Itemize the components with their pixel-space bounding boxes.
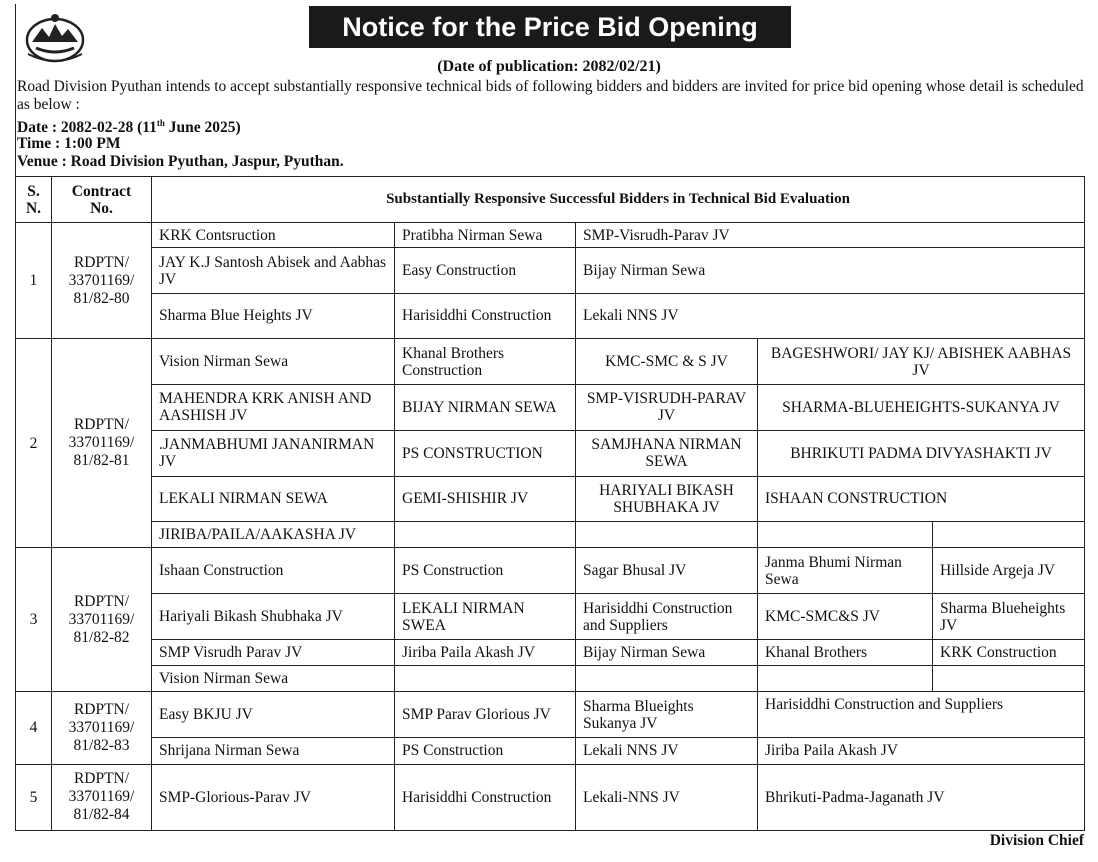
table-row [16, 738, 1085, 764]
contract-no: RDPTN/ 33701169/ 81/82-83 [52, 692, 152, 764]
table-row [16, 293, 1085, 338]
bidder-cell: Bijay Nirman Sewa [576, 248, 1085, 293]
bidders-table [15, 176, 1085, 831]
bidder-cell: Vision Nirman Sewa [152, 338, 395, 384]
bidder-cell: Sharma Blue Heights JV [152, 293, 395, 338]
table-row [16, 692, 1085, 738]
bidder-cell: SMP-Glorious-Parav JV [152, 764, 395, 831]
bidder-cell: Janma Bhumi Nirman Sewa [758, 548, 933, 594]
bidder-cell: Bijay Nirman Sewa [576, 639, 758, 665]
bidder-cell: Khanal Brothers Construction [395, 338, 576, 384]
bidder-cell: Ishaan Construction [152, 548, 395, 594]
bidder-cell: Lekali-NNS JV [576, 764, 758, 831]
empty-cell [395, 522, 576, 548]
table-row [16, 764, 1085, 831]
header-sn: S. N. [16, 177, 52, 223]
header-bidders: Substantially Responsive Successful Bidders in Technical Bid Evaluation [152, 177, 1085, 223]
bid-date-sup: th [156, 118, 165, 128]
bidder-cell: BAGESHWORI/ JAY KJ/ ABISHEK AABHAS JV [758, 338, 1085, 384]
bidder-cell: Shrijana Nirman Sewa [152, 738, 395, 764]
table-row [16, 338, 1085, 384]
bidder-cell: BIJAY NIRMAN SEWA [395, 385, 576, 430]
bidder-cell: Lekali NNS JV [576, 293, 1085, 338]
bidder-cell: KRK Contsruction [152, 223, 395, 248]
contract-no: RDPTN/ 33701169/ 81/82-82 [52, 548, 152, 692]
bidder-cell: Sharma Blueheights JV [933, 594, 1085, 639]
empty-cell [758, 522, 933, 548]
publication-date: (Date of publication: 2082/02/21) [437, 58, 661, 75]
bidder-cell: Jiriba Paila Akash JV [758, 738, 1085, 764]
bidder-cell: Easy Construction [395, 248, 576, 293]
page-title: Notice for the Price Bid Opening [309, 6, 791, 48]
bidder-cell: Lekali NNS JV [576, 738, 758, 764]
bidder-cell: Harisiddhi Construction [395, 293, 576, 338]
contract-no: RDPTN/ 33701169/ 81/82-84 [52, 764, 152, 831]
bidder-cell: Hariyali Bikash Shubhaka JV [152, 594, 395, 639]
group-sn: 5 [16, 764, 52, 831]
bidder-cell: .JANMABHUMI JANANIRMAN JV [152, 430, 395, 476]
bidder-cell: Harisiddhi Construction and Suppliers [758, 692, 1085, 738]
bidder-cell: KRK Construction [933, 639, 1085, 665]
bidder-cell: Sharma Blueights Sukanya JV [576, 692, 758, 738]
empty-cell [933, 522, 1085, 548]
bidder-cell: SMP Visrudh Parav JV [152, 639, 395, 665]
group-sn: 3 [16, 548, 52, 692]
contract-no: RDPTN/ 33701169/ 81/82-80 [52, 223, 152, 339]
bidder-cell: GEMI-SHISHIR JV [395, 476, 576, 521]
signature: Division Chief [989, 832, 1084, 849]
bidder-cell: KMC-SMC&S JV [758, 594, 933, 639]
intro-text: Road Division Pyuthan intends to accept substantially responsive technical bids of following bidders and bidders are invited for price bid opening whose detail is scheduled as below : [17, 78, 1084, 113]
bid-date-suffix: June 2025) [164, 119, 241, 137]
bidder-cell: PS Construction [395, 548, 576, 594]
table-row [16, 548, 1085, 594]
bidder-cell: SMP Parav Glorious JV [395, 692, 576, 738]
bidder-cell: PS Construction [395, 738, 576, 764]
group-sn: 2 [16, 338, 52, 547]
bidder-cell: Vision Nirman Sewa [152, 665, 395, 691]
group-sn: 1 [16, 223, 52, 339]
contract-no: RDPTN/ 33701169/ 81/82-81 [52, 338, 152, 547]
bidder-cell: Bhrikuti-Padma-Jaganath JV [758, 764, 1085, 831]
bidder-cell: Harisiddhi Construction [395, 764, 576, 831]
bidder-cell: Easy BKJU JV [152, 692, 395, 738]
bidder-cell: ISHAAN CONSTRUCTION [758, 476, 1085, 521]
bidder-cell: Pratibha Nirman Sewa [395, 223, 576, 248]
bidder-cell: LEKALI NIRMAN SEWA [152, 476, 395, 521]
bidder-cell: SMP-Visrudh-Parav JV [576, 223, 1085, 248]
table-row [16, 385, 1085, 430]
header-contract: Contract No. [52, 177, 152, 223]
table-row [16, 665, 1085, 691]
bidder-cell: JAY K.J Santosh Abisek and Aabhas JV [152, 248, 395, 293]
bid-time: Time : 1:00 PM [17, 135, 121, 152]
table-header-row [16, 177, 1085, 223]
bidder-cell: JIRIBA/PAILA/AAKASHA JV [152, 522, 395, 548]
table-row [16, 476, 1085, 521]
table-row [16, 430, 1085, 476]
bidder-cell: MAHENDRA KRK ANISH AND AASHISH JV [152, 385, 395, 430]
table-row [16, 522, 1085, 548]
table-row [16, 594, 1085, 639]
table-row [16, 639, 1085, 665]
bidder-cell: BHRIKUTI PADMA DIVYASHAKTI JV [758, 430, 1085, 476]
bidder-cell: SAMJHANA NIRMAN SEWA [576, 430, 758, 476]
empty-cell [576, 665, 758, 691]
bidder-cell: KMC-SMC & S JV [576, 338, 758, 384]
empty-cell [395, 665, 576, 691]
bidder-cell: Khanal Brothers [758, 639, 933, 665]
bidder-cell: Harisiddhi Construction and Suppliers [576, 594, 758, 639]
bidder-cell: SMP-VISRUDH-PARAV JV [576, 385, 758, 430]
empty-cell [933, 665, 1085, 691]
table-row [16, 223, 1085, 248]
group-sn: 4 [16, 692, 52, 764]
bidder-cell: PS CONSTRUCTION [395, 430, 576, 476]
bidder-cell: HARIYALI BIKASH SHUBHAKA JV [576, 476, 758, 521]
empty-cell [576, 522, 758, 548]
bidder-cell: Sagar Bhusal JV [576, 548, 758, 594]
empty-cell [758, 665, 933, 691]
bidder-cell: SHARMA-BLUEHEIGHTS-SUKANYA JV [758, 385, 1085, 430]
bid-date-prefix: Date : 2082-02-28 (11 [17, 119, 157, 137]
bidder-cell: Jiriba Paila Akash JV [395, 639, 576, 665]
bid-venue: Venue : Road Division Pyuthan, Jaspur, Pyuthan. [17, 153, 344, 170]
bidder-cell: Hillside Argeja JV [933, 548, 1085, 594]
bidder-cell: LEKALI NIRMAN SWEA [395, 594, 576, 639]
table-row [16, 248, 1085, 293]
